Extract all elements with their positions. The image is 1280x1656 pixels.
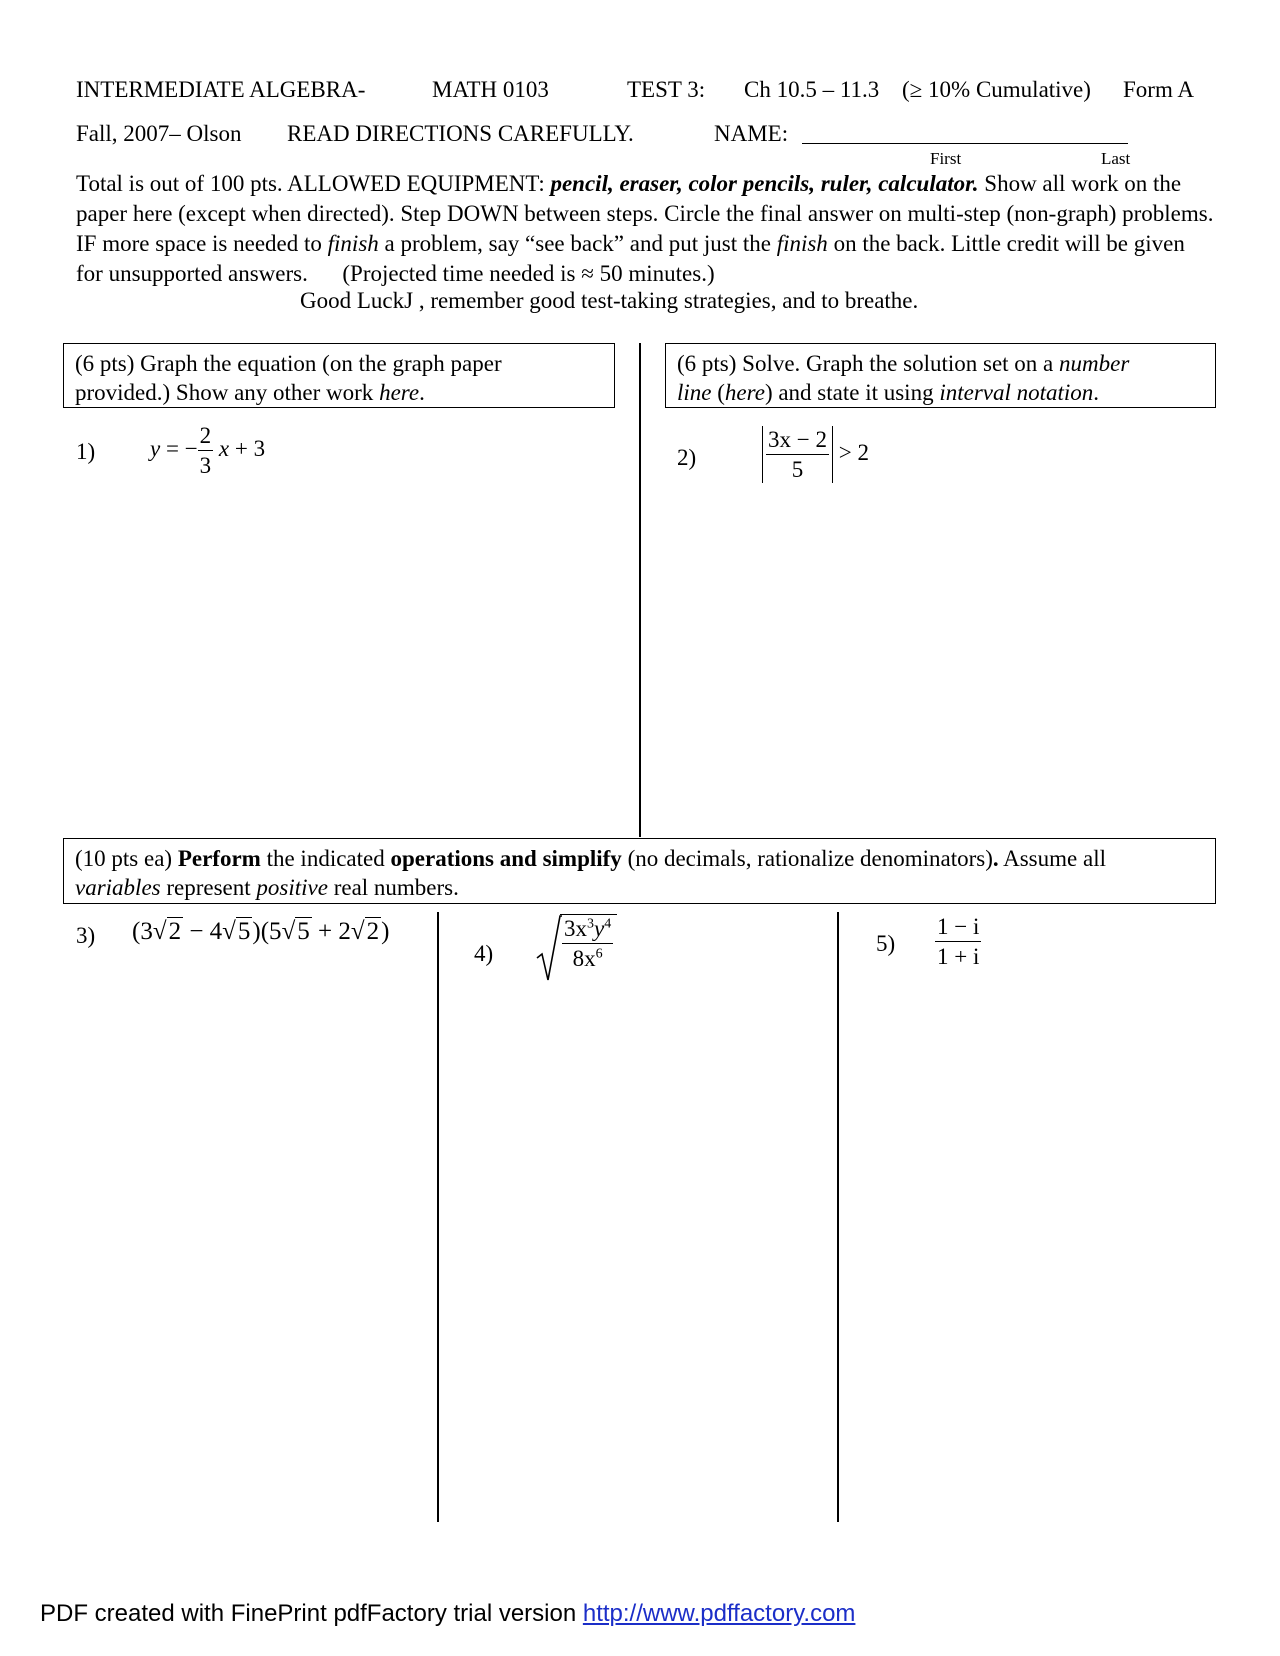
problem-3-number: 3)	[76, 923, 96, 948]
instructions-paragraph: Total is out of 100 pts. ALLOWED EQUIPMENT: pencil, eraser, color pencils, ruler, calculator. Show all work on the paper here (except when directed). Step DOWN between steps. Circle the final answer on multi-step (non-graph) problems. IF more space is needed to finish a problem, say “see back” and put just the finish on the back. Little credit will be given for unsupported answers. (Projected time needed is ≈ 50 minutes.)	[76, 171, 1214, 286]
name-label: NAME:	[714, 121, 789, 146]
course-code: MATH 0103	[432, 77, 549, 102]
chapter-range: Ch 10.5 – 11.3	[744, 77, 880, 102]
directions-warning: READ DIRECTIONS CAREFULLY.	[287, 121, 634, 146]
first-name-label: First	[930, 149, 962, 168]
problem-3-expression: (3√2 − 4√5)(5√5 + 2√2)	[132, 918, 390, 945]
problems-3-5-directions: (10 pts ea) Perform the indicated operations and simplify (no decimals, rationalize denominators). Assume all variables represent positive real numbers.	[63, 838, 1216, 904]
course-title: INTERMEDIATE ALGEBRA-	[76, 77, 366, 102]
cumulative-note: (≥ 10% Cumulative)	[902, 77, 1091, 102]
problem-4-expression: $\frac{3x^3y^4}{8x^6}$	[560, 914, 617, 970]
column-divider	[837, 912, 839, 1522]
pdf-footer: PDF created with FinePrint pdfFactory trial version http://www.pdffactory.com	[40, 1600, 856, 1627]
last-name-label: Last	[1101, 149, 1131, 168]
problem-1-number: 1)	[76, 439, 96, 464]
pdffactory-link[interactable]: http://www.pdffactory.com	[582, 1600, 856, 1627]
problem-2-inequality: $\frac{3x - 2}{5}$ > 2	[762, 426, 869, 483]
column-divider	[437, 912, 439, 1522]
name-field[interactable]	[802, 143, 1128, 144]
good-luck-note: Good LuckJ , remember good test-taking strategies, and to breathe.	[300, 288, 919, 313]
radical-sign	[536, 914, 562, 982]
problem-1-directions: (6 pts) Graph the equation (on the graph paper provided.) Show any other work here.	[63, 343, 615, 408]
form-label: Form A	[1123, 77, 1194, 102]
problem-2-number: 2)	[677, 445, 697, 470]
problem-2-directions: (6 pts) Solve. Graph the solution set on a number line (here) and state it using interval notation.	[665, 343, 1216, 408]
test-label: TEST 3:	[627, 77, 706, 102]
term-instructor: Fall, 2007– Olson	[76, 121, 242, 146]
problem-5-number: 5)	[876, 931, 896, 956]
problem-1-equation: y = − $\frac{2}{3}$ x + 3	[150, 423, 266, 478]
problem-4-number: 4)	[474, 941, 494, 966]
column-divider	[639, 343, 641, 837]
problem-5-expression: $\frac{1 - i}{1 + i}$	[937, 914, 980, 969]
